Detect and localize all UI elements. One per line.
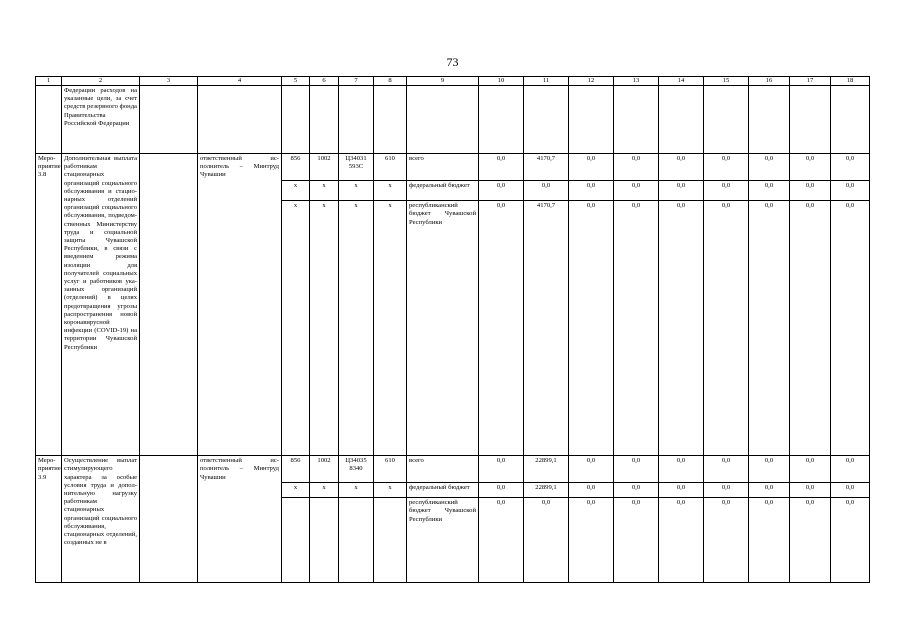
continuation-row (36, 86, 870, 154)
m39-description: Осуществление выплат стимулирующего характера за особые условия труда и дополнительную нагрузку работникам стационарных организаций социального обслуживания, стационарных отделений, созданных не в (62, 456, 140, 583)
column-number-4: 4 (198, 77, 282, 86)
m38-id: Мероприятие 3.8 (36, 154, 62, 456)
m38-source-0: всего (407, 154, 479, 181)
cont-description: Федерации расходов на указанные цели, за счет средств резервного фонда Правительства Российской Федерации (62, 86, 140, 154)
m39-code5: 856 (282, 456, 310, 483)
m38-code6: 1002 (310, 154, 339, 181)
page-number: 73 (446, 55, 459, 69)
m38-code5: 856 (282, 154, 310, 181)
m39-source-1: федеральный бюджет (407, 483, 479, 498)
m39-row-republic: республиканский бюджет Чувашской Республики 0,0 0,0 0,0 0,0 0,0 0,0 0,0 0,0 0,0 (36, 498, 870, 583)
m39-id: Мероприятие 3.9 (36, 456, 62, 583)
column-number-18: 18 (831, 77, 870, 86)
column-number-15: 15 (704, 77, 749, 86)
column-number-6: 6 (310, 77, 339, 86)
column-number-13: 13 (614, 77, 659, 86)
program-table (35, 76, 870, 583)
column-number-5: 5 (282, 77, 310, 86)
column-number-14: 14 (659, 77, 704, 86)
m38-source-2: республиканский бюджет Чувашской Республики (407, 201, 479, 456)
column-number-17: 17 (790, 77, 831, 86)
column-number-row (36, 77, 870, 86)
m38-row-republic: х х х х республиканский бюджет Чувашской Республики 0,0 4170,7 0,0 0,0 0,0 0,0 0,0 0,0 0,0 (36, 201, 870, 456)
m38-code7: Ц34031 593С (339, 154, 374, 181)
m38-responsible: ответственный исполнитель – Минтруд Чувашии (198, 154, 282, 181)
m39-row-total: Мероприятие 3.9 Осуществление выплат стимулирующего характера за особые условия труда и дополнительную нагрузку работникам стационарных организаций социального обслуживания, стационарных отделений, созданных не в ответственный исполнитель – Минтруд Чувашии 856 1002 Ц34035 8340 610 всего 0,0 22899,1 0,0 0,0 0,0 0,0 0,0 0,0 0,0 (36, 456, 870, 483)
m38-row-total: Мероприятие 3.8 Дополнительная выплата работникам стационарных организаций социального обслуживания и стационарных отделений организаций социального обслуживания, подведомственных Министерству труда и социальной защиты Чувашской Республики, в связи с введением режима изоляции для получателей социальных услуг и работников указанных организаций (отделений) в целях предотвращения угрозы распространения новой коронавирусной инфекции (COVID-19) на территории Чувашской Республики ответственный исполнитель – Минтруд Чувашии 856 1002 Ц34031 593С 610 всего 0,0 4170,7 0,0 0,0 0,0 0,0 0,0 0,0 0,0 (36, 154, 870, 181)
column-number-8: 8 (374, 77, 407, 86)
column-number-2: 2 (62, 77, 140, 86)
m38-code8: 610 (374, 154, 407, 181)
cont-cell-1 (36, 86, 62, 154)
m38-source-1: федеральный бюджет (407, 181, 479, 201)
m38-row-federal: х х х х федеральный бюджет 0,0 0,0 0,0 0,0 0,0 0,0 0,0 0,0 0,0 (36, 181, 870, 201)
column-number-9: 9 (407, 77, 479, 86)
column-number-7: 7 (339, 77, 374, 86)
column-number-10: 10 (479, 77, 524, 86)
m39-row-federal: х х х х федеральный бюджет 0,0 22899,1 0,0 0,0 0,0 0,0 0,0 0,0 0,0 (36, 483, 870, 498)
m39-code8: 610 (374, 456, 407, 483)
m39-code7: Ц34035 8340 (339, 456, 374, 483)
m39-source-2: республиканский бюджет Чувашской Республики (407, 498, 479, 583)
m39-code6: 1002 (310, 456, 339, 483)
m38-description: Дополнительная выплата работникам стационарных организаций социального обслуживания и стационарных отделений организаций социального обслуживания, подведомственных Министерству труда и социальной защиты Чувашской Республики, в связи с введением режима изоляции для получателей социальных услуг и работников указанных организаций (отделений) в целях предотвращения угрозы распространения новой коронавирусной инфекции (COVID-19) на территории Чувашской Республики (62, 154, 140, 456)
column-number-3: 3 (140, 77, 198, 86)
m39-responsible: ответственный исполнитель – Минтруд Чувашии (198, 456, 282, 483)
column-number-11: 11 (524, 77, 569, 86)
column-number-16: 16 (749, 77, 790, 86)
column-number-12: 12 (569, 77, 614, 86)
column-number-1: 1 (36, 77, 62, 86)
m39-source-0: всего (407, 456, 479, 483)
